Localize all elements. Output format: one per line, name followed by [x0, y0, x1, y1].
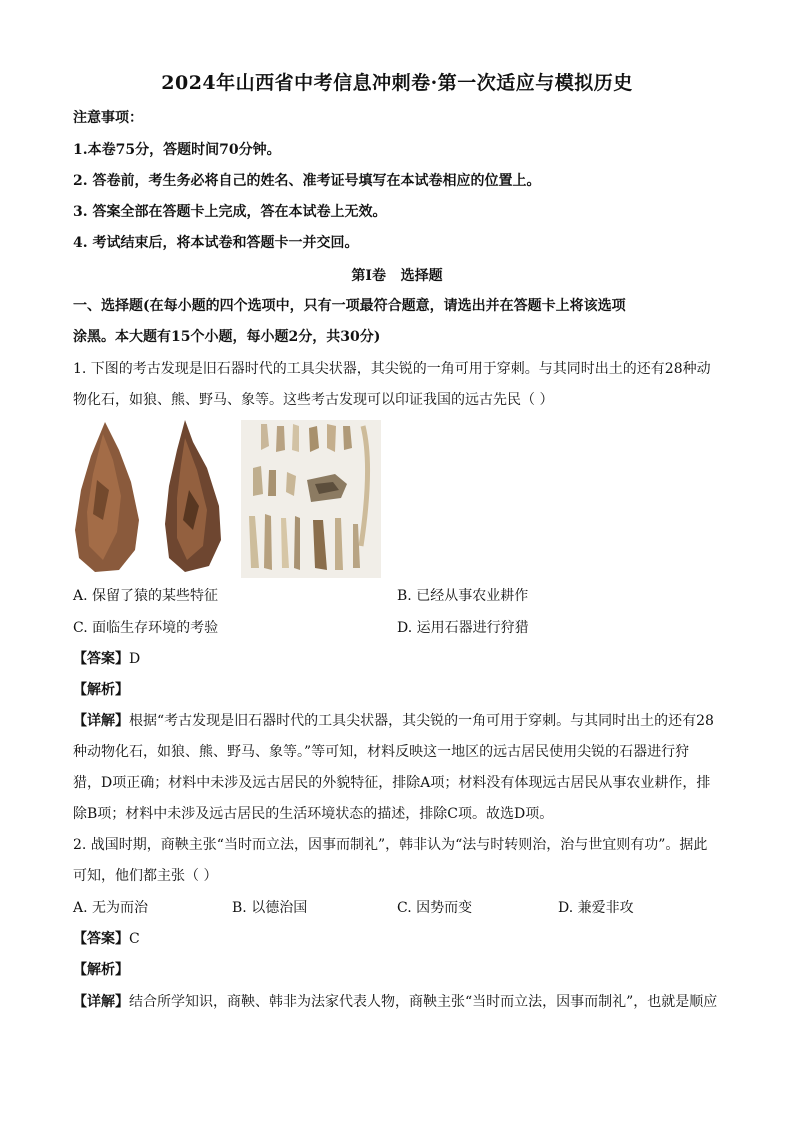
- q2-detail-tag: 【详解】: [73, 994, 129, 1010]
- q1-detail-text1: 根据“考古发现是旧石器时代的工具尖状器，其尖锐的一角可用于穿刺。与其同时出土的还有28: [129, 713, 714, 729]
- q2-option-d[interactable]: D. 兼爱非攻: [558, 900, 634, 916]
- q1-answer-value: D: [129, 651, 141, 667]
- q1-answer-tag: 【答案】: [73, 651, 129, 667]
- q2-stem-line2: 可知，他们都主张（ ）: [73, 868, 218, 884]
- q1-detail-line2: 种动物化石，如狼、熊、野马、象等。”等可知，材料反映这一地区的远古居民使用尖锐的石器进行狩: [73, 744, 690, 760]
- q1-option-b[interactable]: B. 已经从事农业耕作: [397, 588, 529, 604]
- q1-detail-tag: 【详解】: [73, 713, 129, 729]
- q1-detail-line1: [73, 711, 714, 731]
- stone-tools-image: [73, 420, 381, 578]
- q1-option-d[interactable]: D. 运用石器进行狩猎: [397, 620, 529, 636]
- notice-item-4: 4. 考试结束后，将本试卷和答题卡一并交回。: [73, 235, 359, 251]
- q2-option-b[interactable]: B. 以德治国: [232, 900, 308, 916]
- q2-option-c[interactable]: C. 因势而变: [397, 900, 473, 916]
- q1-answer-line: [73, 649, 140, 669]
- document-title: 2024年山西省中考信息冲刺卷·第一次适应与模拟历史: [161, 72, 633, 94]
- q1-option-a[interactable]: A. 保留了猿的某些特征: [73, 588, 219, 604]
- q1-detail-line4: 除B项；材料中未涉及远古居民的生活环境状态的描述，排除C项。故选D项。: [73, 806, 554, 822]
- section-instruction-line1: 一、选择题(在每小题的四个选项中，只有一项最符合题意，请选出并在答题卡上将该选项: [73, 298, 626, 314]
- q1-stem-line1: 1. 下图的考古发现是旧石器时代的工具尖状器，其尖锐的一角可用于穿刺。与其同时出土的还有28种动: [73, 361, 711, 377]
- notice-item-3: 3. 答案全部在答题卡上完成，答在本试卷上无效。: [73, 204, 387, 220]
- q2-detail-line1: [73, 992, 717, 1012]
- q2-answer-tag: 【答案】: [73, 931, 129, 947]
- section-instruction-line2: 涂黑。本大题有15个小题，每小题2分，共30分): [73, 329, 381, 345]
- q2-stem-line1: 2. 战国时期，商鞅主张“当时而立法，因事而制礼”，韩非认为“法与时转则治，治与世宜则有功”。据此: [73, 837, 708, 853]
- q1-detail-line3: 猎，D项正确；材料中未涉及远古居民的外貌特征，排除A项；材料没有体现远古居民从事农业耕作，排: [73, 775, 711, 791]
- q2-detail-text1: 结合所学知识，商鞅、韩非为法家代表人物，商鞅主张“当时而立法，因事而制礼”，也就是顺应: [129, 994, 718, 1010]
- notice-item-2: 2. 答卷前，考生务必将自己的姓名、准考证号填写在本试卷相应的位置上。: [73, 173, 541, 189]
- q1-stem-line2: 物化石，如狼、熊、野马、象等。这些考古发现可以印证我国的远古先民（ ）: [73, 392, 554, 408]
- section-title: 第Ⅰ卷 选择题: [351, 268, 443, 284]
- q1-figure-stone-tools: [73, 420, 381, 578]
- notice-heading: 注意事项：: [73, 110, 143, 126]
- q2-option-a[interactable]: A. 无为而治: [73, 900, 149, 916]
- q2-analysis-tag: 【解析】: [73, 962, 129, 978]
- notice-item-1: 1.本卷75分，答题时间70分钟。: [73, 142, 281, 158]
- q2-answer-value: C: [129, 931, 140, 947]
- q2-answer-line: [73, 929, 140, 949]
- q1-analysis-tag: 【解析】: [73, 682, 129, 698]
- q1-option-c[interactable]: C. 面临生存环境的考验: [73, 620, 219, 636]
